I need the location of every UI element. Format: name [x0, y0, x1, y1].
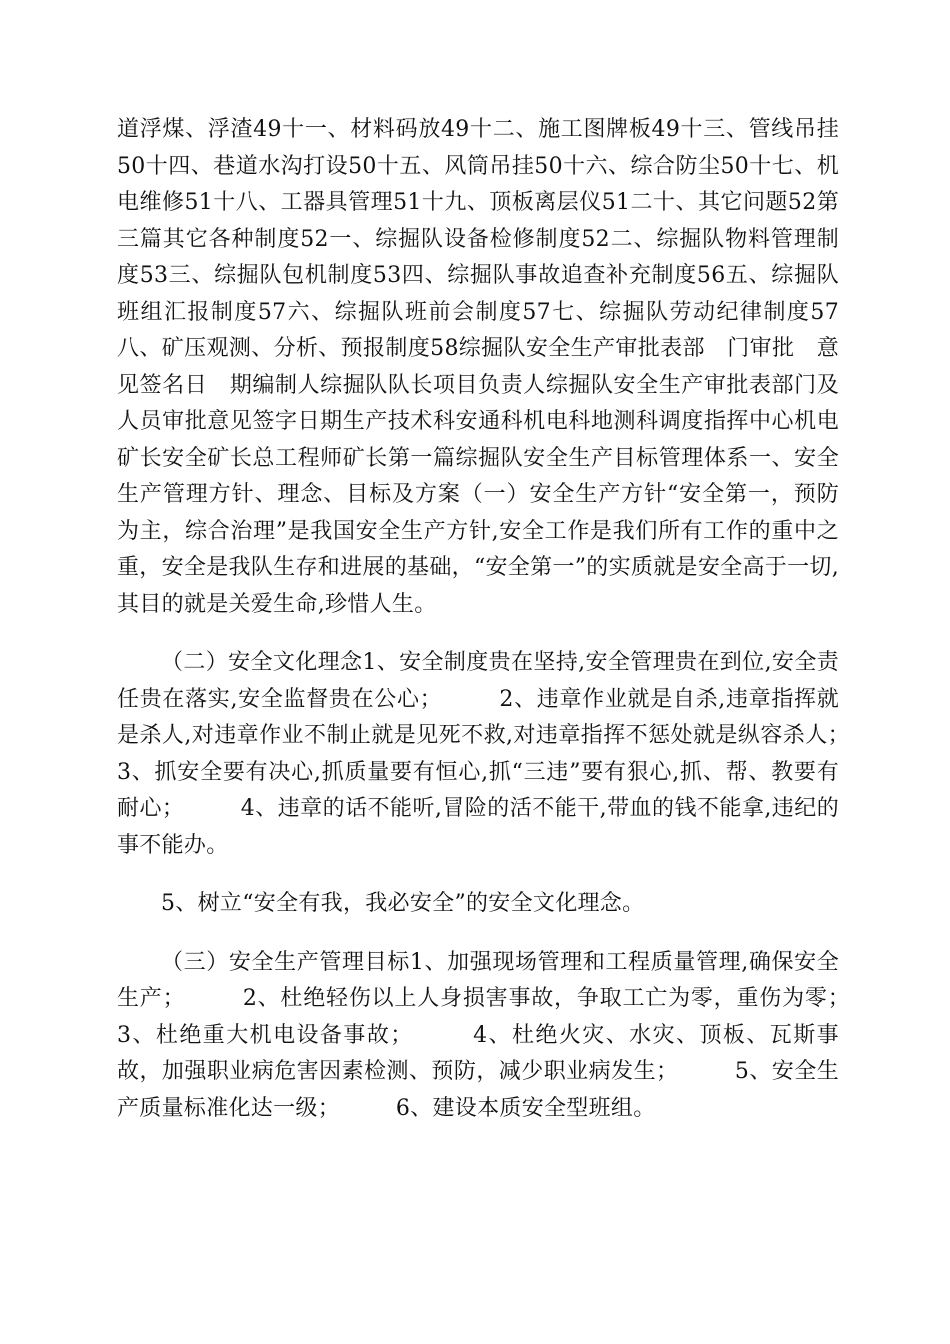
paragraph-spacer [117, 864, 839, 886]
paragraph-table-of-contents-and-policy: 道浮煤、浮渣49十一、材料码放49十二、施工图牌板49十三、管线吊挂50十四、巷道水沟打设50十五、风筒吊挂50十六、综合防尘50十七、机电维修51十八、工器具管理51十九、顶板离层仪51二十、其它问题52第三篇其它各种制度52一、综掘队设备检修制度52二、综掘队物料管理制度53三、综掘队包机制度53四、综掘队事故追查补充制度56五、综掘队班组汇报制度57六、综掘队班前会制度57七、综掘队劳动纪律制度57八、矿压观测、分析、预报制度58综掘队安全生产审批表部 门审批 意 见签名日 期编制人综掘队队长项目负责人综掘队安全生产审批表部门及人员审批意见签字日期生产技术科安通科机电科地测科调度指挥中心机电矿长安全矿长总工程师矿长第一篇综掘队安全生产目标管理体系一、安全生产管理方针、理念、目标及方案（一）安全生产方针“安全第一，预防为主，综合治理”是我国安全生产方针,安全工作是我们所有工作的重中之重，安全是我队生存和进展的基础，“安全第一”的实质就是安全高于一切,其目的就是关爱生命,珍惜人生。 [117, 117, 862, 617]
paragraph-spacer [117, 923, 839, 945]
document-page [117, 112, 906, 1127]
paragraph-spacer [117, 623, 839, 645]
paragraph-safety-culture-item-5: 5、树立“安全有我，我必安全”的安全文化理念。 [161, 891, 645, 916]
paragraph-safety-management-goals: （三）安全生产管理目标1、加强现场管理和工程质量管理,确保安全生产； 2、杜绝轻伤以上人身损害事故，争取工亡为零，重伤为零； 3、杜绝重大机电设备事故； 4、杜绝火灾、水灾、顶板、瓦斯事故，加强职业病危害因素检测、预防，减少职业病发生； 5、安全生产质量标准化达一级； 6、建设本质安全型班组。 [117, 949, 906, 1121]
paragraph-safety-culture-concept: （二）安全文化理念1、安全制度贵在坚持,安全管理贵在到位,安全责任贵在落实,安全监督贵在公心； 2、违章作业就是自杀,违章指挥就是杀人,对违章作业不制止就是见死不救,对违章指挥不惩处就是纵容杀人； 3、抓安全要有决心,抓质量要有恒心,抓“三违”要有狠心,抓、帮、教要有耐心； 4、违章的话不能听,冒险的活不能干,带血的钱不能拿,违纪的事不能办。 [117, 650, 906, 858]
